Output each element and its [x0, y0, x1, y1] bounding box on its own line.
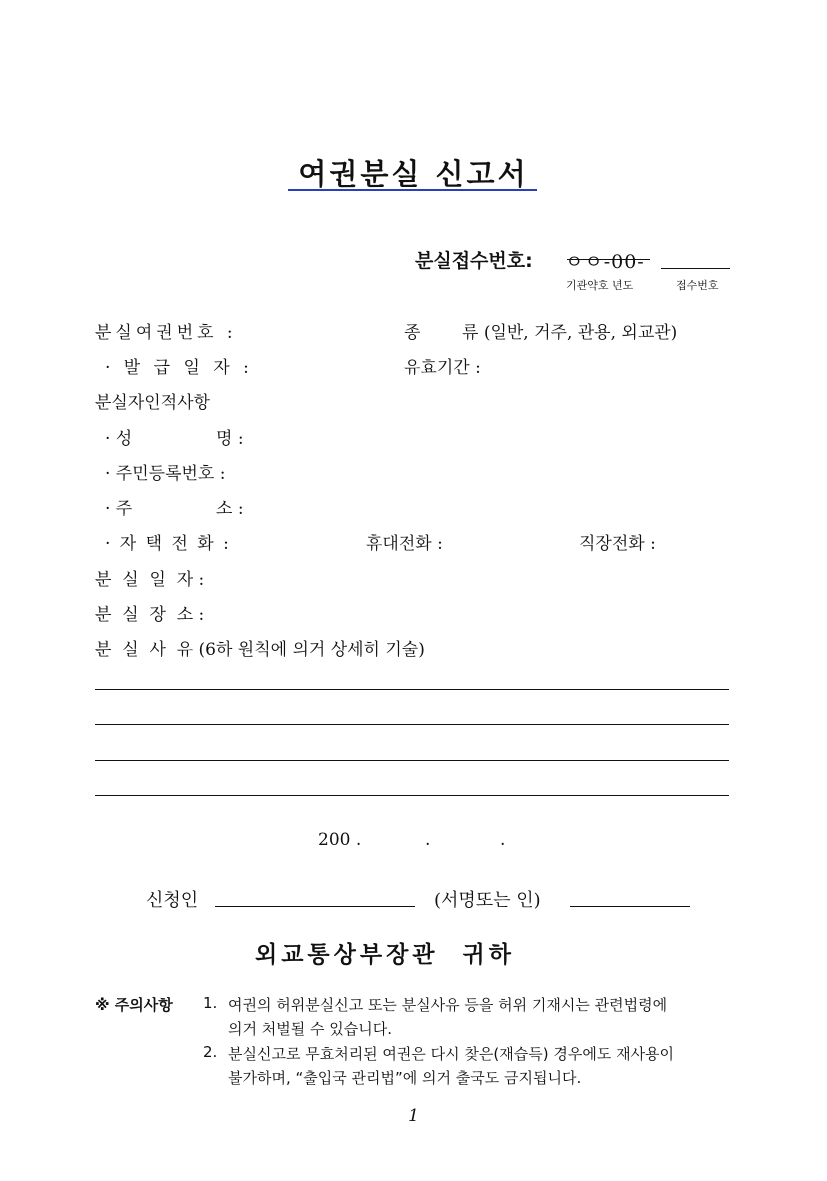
lost-place-label: 분 실 장 소 :	[95, 605, 205, 625]
reason-line[interactable]	[95, 760, 729, 761]
issue-date-label: · 발 급 일 자 :	[105, 358, 253, 378]
lost-reason-label: 분 실 사 유 (6하 원칙에 의거 상세히 기술)	[95, 640, 425, 660]
caution-number-1: 1.	[203, 994, 218, 1012]
signature-line[interactable]	[570, 906, 690, 907]
page-number: 1	[408, 1106, 419, 1126]
address-label-end: 소 :	[216, 499, 244, 519]
receipt-number-label: 분실접수번호:	[415, 250, 533, 272]
caution-item-1-line-1: 여권의 허위분실신고 또는 분실사유 등을 허위 기재시는 관련법령에	[228, 996, 668, 1014]
title-underline	[288, 189, 537, 191]
lost-date-label: 분 실 일 자 :	[95, 570, 205, 590]
reason-line[interactable]	[95, 795, 729, 796]
reason-line[interactable]	[95, 689, 729, 690]
applicant-label: 신청인	[146, 890, 199, 911]
personal-info-header: 분실자인적사항	[95, 393, 210, 413]
sign-or-seal-label: (서명또는 인)	[434, 890, 541, 911]
home-phone-label: · 자 택 전 화 :	[105, 534, 231, 554]
receipt-code-line	[567, 259, 650, 260]
work-phone-label: 직장전화 :	[579, 534, 656, 554]
caution-item-1-line-2: 의거 처벌될 수 있습니다.	[228, 1020, 392, 1038]
name-label-end: 명 :	[216, 429, 244, 449]
mobile-phone-label: 휴대전화 :	[366, 534, 443, 554]
date-day-dot: .	[500, 830, 506, 850]
receipt-code: ㅇㅇ-00-	[565, 251, 645, 273]
date-month-dot: .	[425, 830, 431, 850]
resident-number-label: · 주민등록번호 :	[105, 464, 226, 484]
page-title: 여권분실 신고서	[298, 157, 529, 191]
address-label-start: · 주	[105, 499, 133, 519]
addressee: 외교통상부장관 귀하	[255, 942, 515, 968]
receipt-sub-number: 접수번호	[676, 279, 719, 292]
passport-number-label: 분실여권번호 :	[95, 323, 237, 343]
caution-label: ※ 주의사항	[95, 996, 173, 1014]
caution-item-2-line-1: 분실신고로 무효처리된 여권은 다시 찾은(재습득) 경우에도 재사용이	[228, 1045, 675, 1063]
applicant-name-line[interactable]	[215, 906, 415, 907]
caution-number-2: 2.	[203, 1043, 218, 1061]
validity-label: 유효기간 :	[404, 358, 481, 378]
receipt-sub-agency: 기관약호 년도	[566, 279, 634, 292]
reason-line[interactable]	[95, 724, 729, 725]
passport-type-label: 종	[404, 323, 421, 343]
caution-item-2-line-2: 불가하며, “출입국 관리법”에 의거 출국도 금지됩니다.	[228, 1069, 582, 1087]
receipt-number-blank[interactable]	[661, 268, 730, 269]
date-year: 200 .	[318, 830, 362, 850]
name-label-start: · 성	[105, 429, 133, 449]
passport-type-options: 류 (일반, 거주, 관용, 외교관)	[462, 323, 678, 343]
